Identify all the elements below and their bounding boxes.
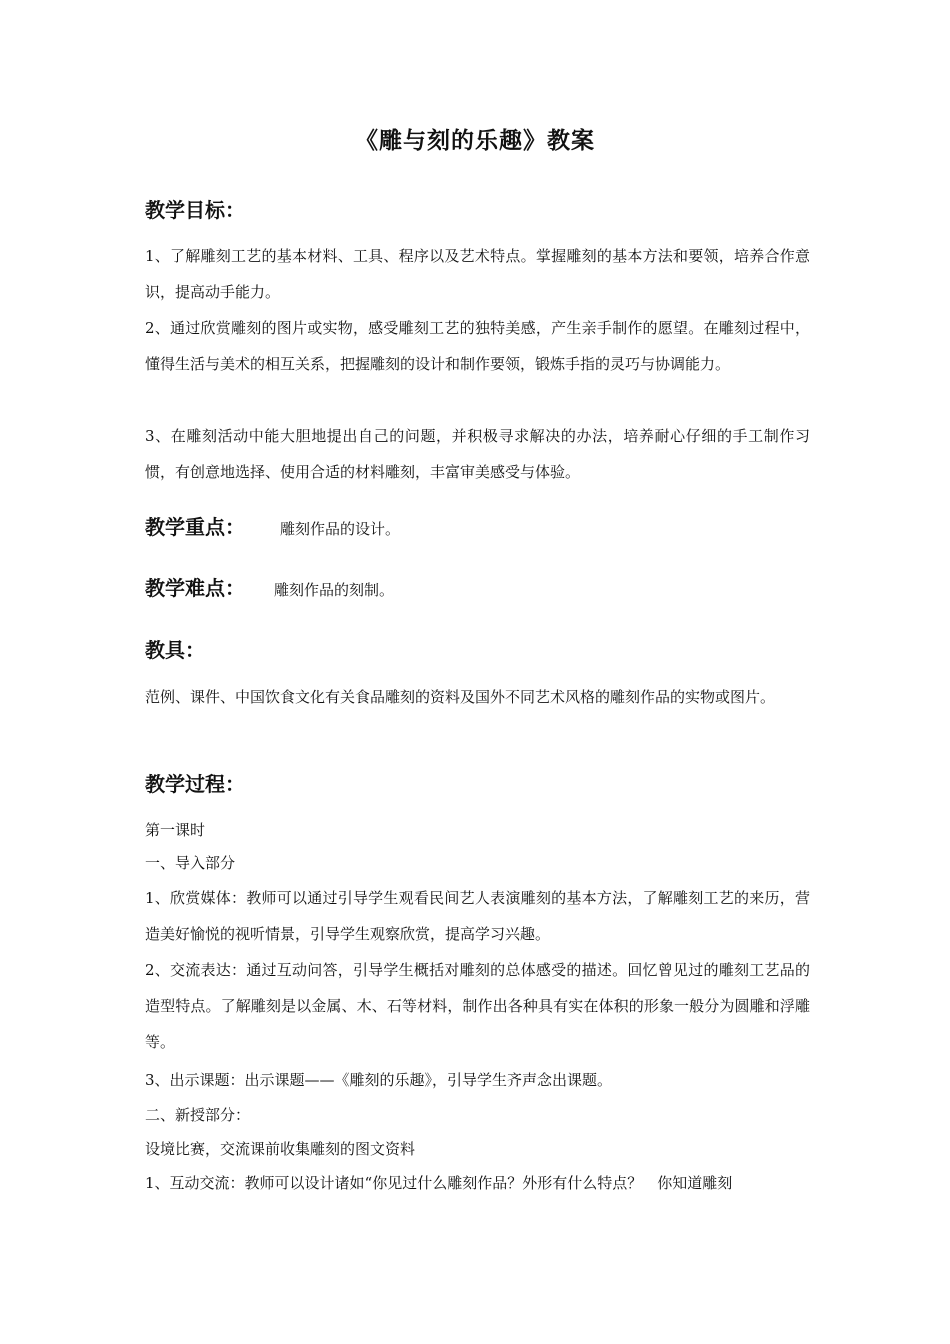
objective-item-3: 3、在雕刻活动中能大胆地提出自己的问题，并积极寻求解决的办法，培养耐心仔细的手工制作习惯，有创意地选择、使用合适的材料雕刻，丰富审美感受与体验。	[145, 427, 810, 481]
part1-item-3: 3、出示课题：出示课题——《雕刻的乐趣》，引导学生齐声念出课题。	[145, 1071, 613, 1089]
key-point-text: 雕刻作品的设计。	[279, 520, 400, 538]
part1-item-2: 2、交流表达：通过互动问答，引导学生概括对雕刻的总体感受的描述。回忆曾见过的雕刻工艺品的造型特点。了解雕刻是以金属、木、石等材料，制作出各种具有实在体积的形象一般分为圆雕和浮雕等。	[145, 961, 810, 1051]
part2-item-1: 1、互动交流：教师可以设计诸如“你见过什么雕刻作品？外形有什么特点？ 你知道雕刻	[145, 1174, 733, 1192]
difficulty-row	[145, 572, 394, 601]
part1-title: 一、导入部分	[145, 854, 236, 872]
objective-item-1: 1、了解雕刻工艺的基本材料、工具、程序以及艺术特点。掌握雕刻的基本方法和要领，培养合作意识，提高动手能力。	[145, 247, 810, 301]
objectives-heading: 教学目标：	[145, 198, 245, 222]
objective-item-2: 2、通过欣赏雕刻的图片或实物，感受雕刻工艺的独特美感，产生亲手制作的愿望。在雕刻过程中，懂得生活与美术的相互关系，把握雕刻的设计和制作要领，锻炼手指的灵巧与协调能力。	[145, 319, 810, 373]
page-title: 《雕与刻的乐趣》教案	[355, 128, 595, 154]
tools-text: 范例、课件、中国饮食文化有关食品雕刻的资料及国外不同艺术风格的雕刻作品的实物或图片。	[145, 688, 776, 706]
difficulty-text: 雕刻作品的刻制。	[273, 581, 394, 599]
part2-title: 二、新授部分：	[145, 1106, 251, 1124]
tools-heading: 教具：	[145, 638, 205, 662]
part1-item-1: 1、欣赏媒体：教师可以通过引导学生观看民间艺人表演雕刻的基本方法，了解雕刻工艺的来历，营造美好愉悦的视听情景，引导学生观察欣赏，提高学习兴趣。	[145, 889, 810, 943]
key-point-heading: 教学重点：	[145, 515, 245, 539]
process-heading: 教学过程：	[145, 772, 245, 796]
key-point-row	[145, 511, 400, 540]
difficulty-heading: 教学难点：	[145, 576, 245, 600]
part2-subtitle: 设境比赛，交流课前收集雕刻的图文资料	[145, 1140, 416, 1158]
lesson-label: 第一课时	[145, 821, 206, 839]
